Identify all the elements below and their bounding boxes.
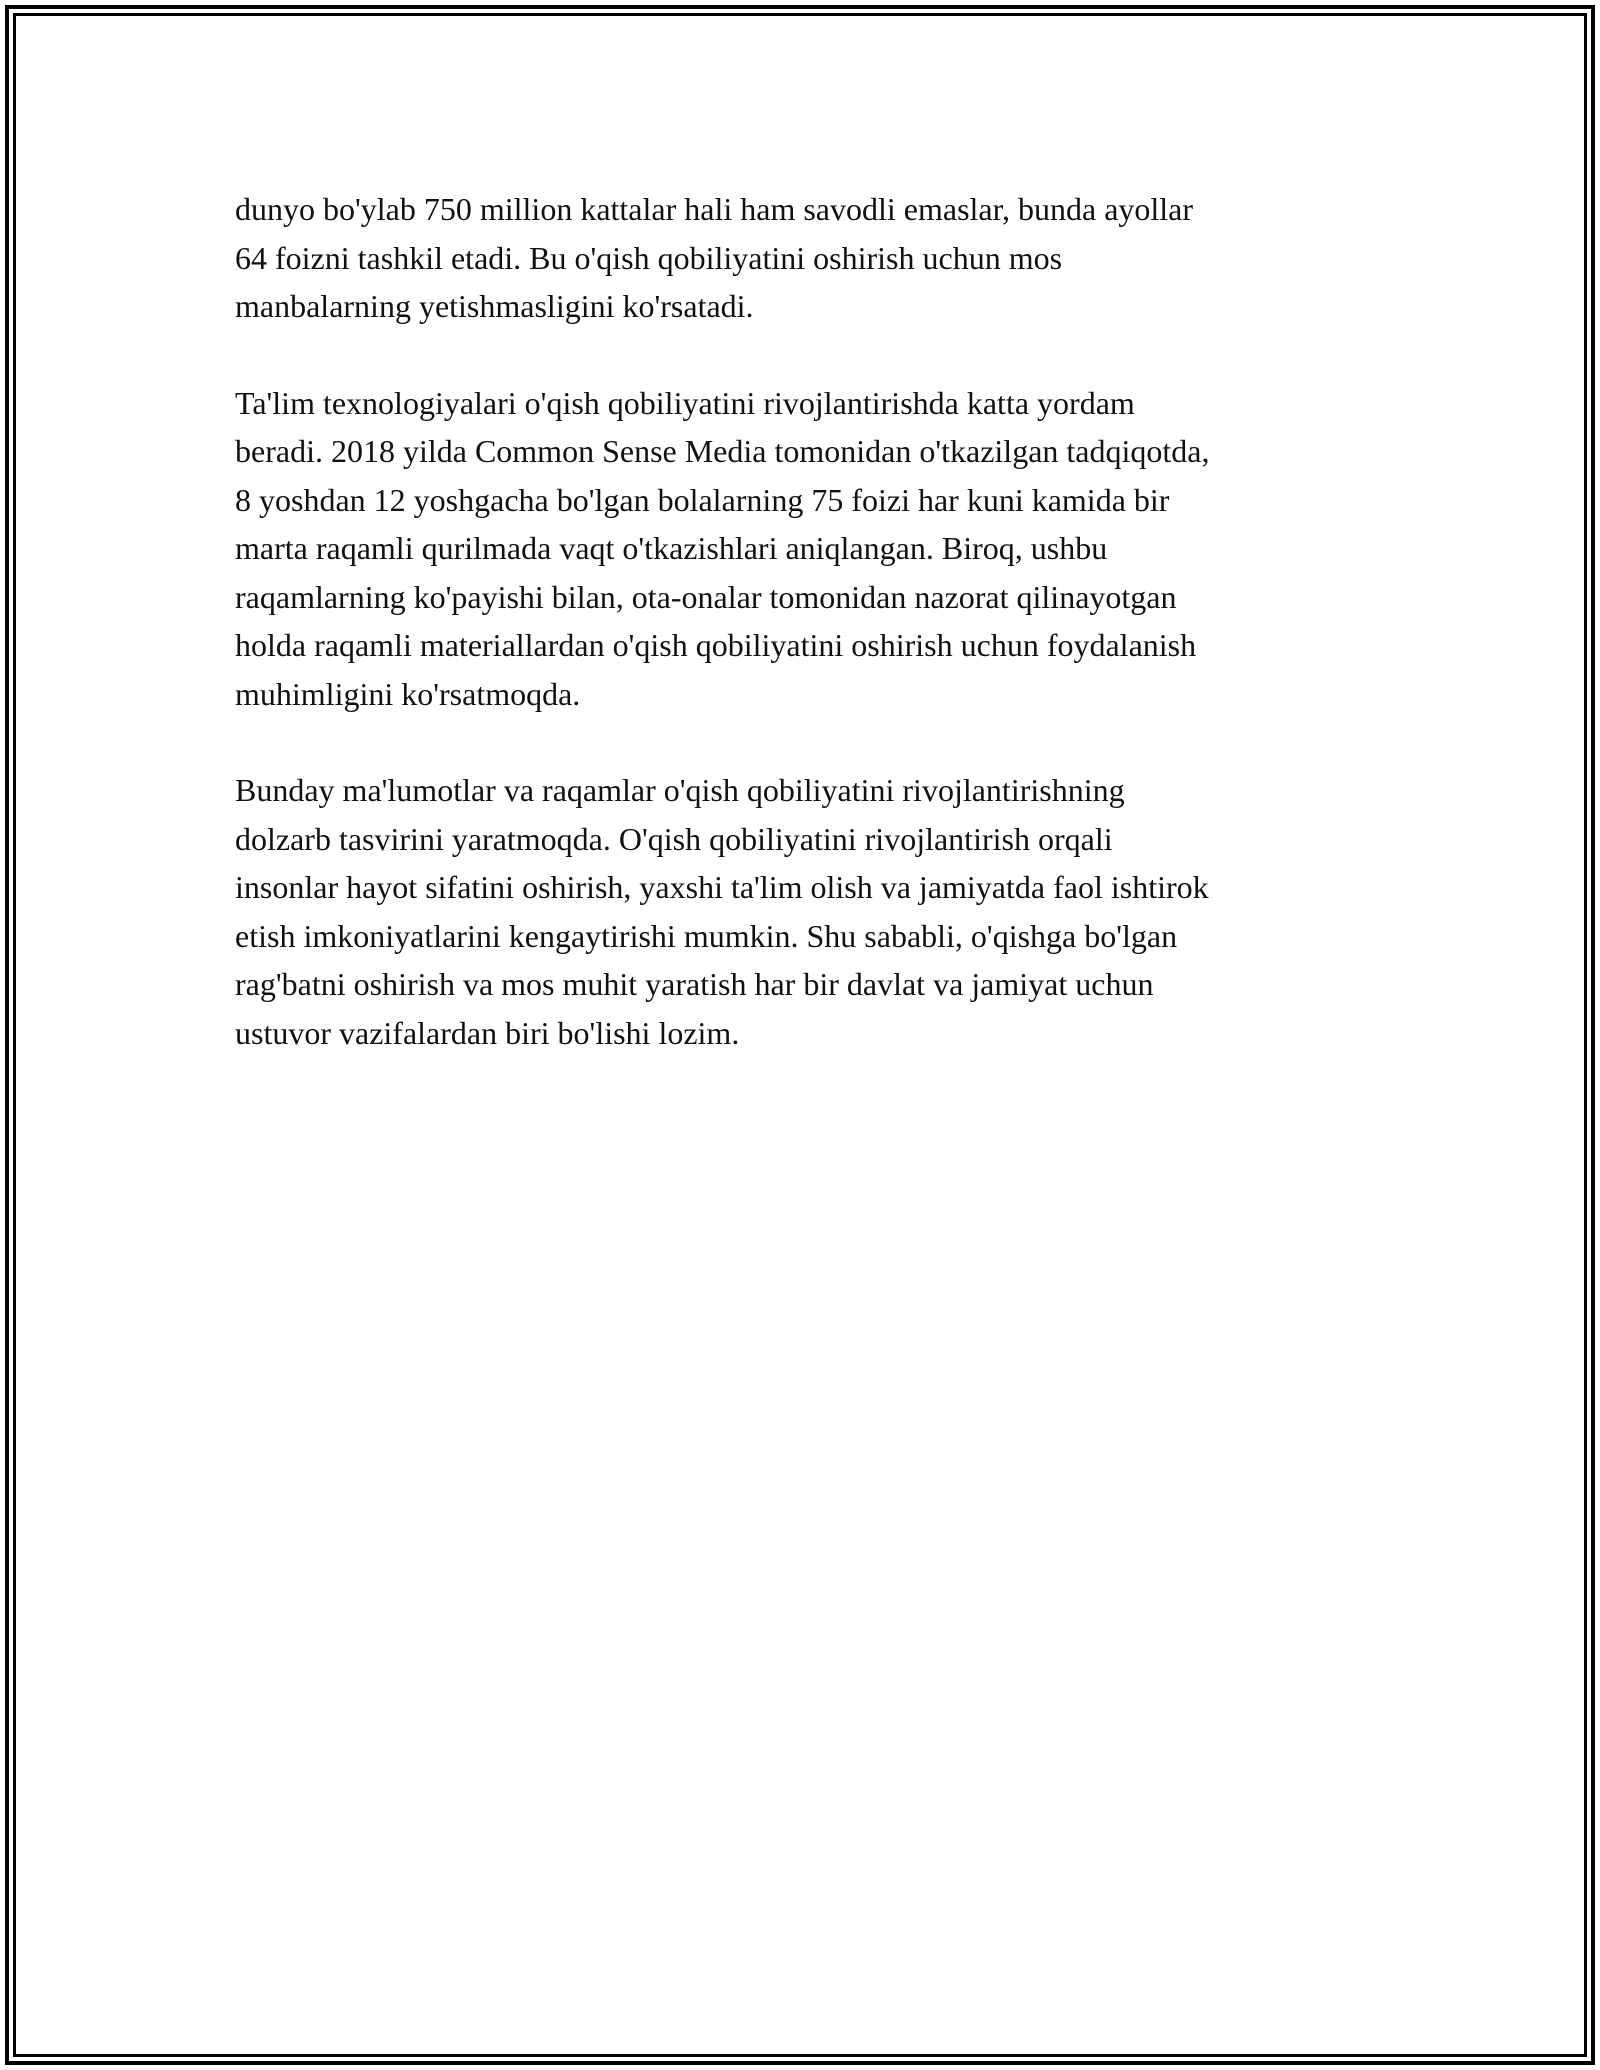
document-body (235, 185, 1365, 1105)
text-line: manbalarning yetishmasligini ko'rsatadi. (235, 288, 754, 324)
text-line: 8 yoshdan 12 yoshgacha bo'lgan bolalarning 75 foizi har kuni kamida bir (235, 481, 1170, 518)
text-line: dunyo bo'ylab 750 million kattalar hali ham savodli emaslar, bunda ayollar (235, 191, 1194, 227)
text-line: raqamlarning ko'payishi bilan, ota-onalar tomonidan nazorat qilinayotgan (235, 578, 1177, 615)
paragraph-1 (235, 185, 1365, 331)
text-line: dolzarb tasvirini yaratmoqda. O'qish qobiliyatini rivojlantirish orqali (235, 820, 1113, 857)
text-line: ustuvor vazifalardan biri bo'lishi lozim. (235, 1014, 740, 1051)
paragraph-2 (235, 379, 1365, 719)
text-line: Bunday ma'lumotlar va raqamlar o'qish qobiliyatini rivojlantirishning (235, 772, 1125, 808)
text-line: rag'batni oshirish va mos muhit yaratish har bir davlat va jamiyat uchun (235, 966, 1154, 1002)
paragraph-3 (235, 766, 1365, 1057)
text-line: beradi. 2018 yilda Common Sense Media tomonidan o'tkazilgan tadqiqotda, (235, 433, 1210, 469)
text-line: muhimligini ko'rsatmoqda. (235, 675, 581, 712)
text-line: insonlar hayot sifatini oshirish, yaxshi ta'lim olish va jamiyatda faol ishtirok (235, 869, 1209, 905)
text-line: Ta'lim texnologiyalari o'qish qobiliyatini rivojlantirishda katta yordam (235, 384, 1135, 421)
text-line: holda raqamli materiallardan o'qish qobiliyatini oshirish uchun foydalanish (235, 627, 1197, 663)
text-line: marta raqamli qurilmada vaqt o'tkazishlari aniqlangan. Biroq, ushbu (235, 530, 1108, 566)
text-line: 64 foizni tashkil etadi. Bu o'qish qobiliyatini oshirish uchun mos (235, 239, 1063, 276)
text-line: etish imkoniyatlarini kengaytirishi mumkin. Shu sababli, o'qishga bo'lgan (235, 917, 1178, 954)
